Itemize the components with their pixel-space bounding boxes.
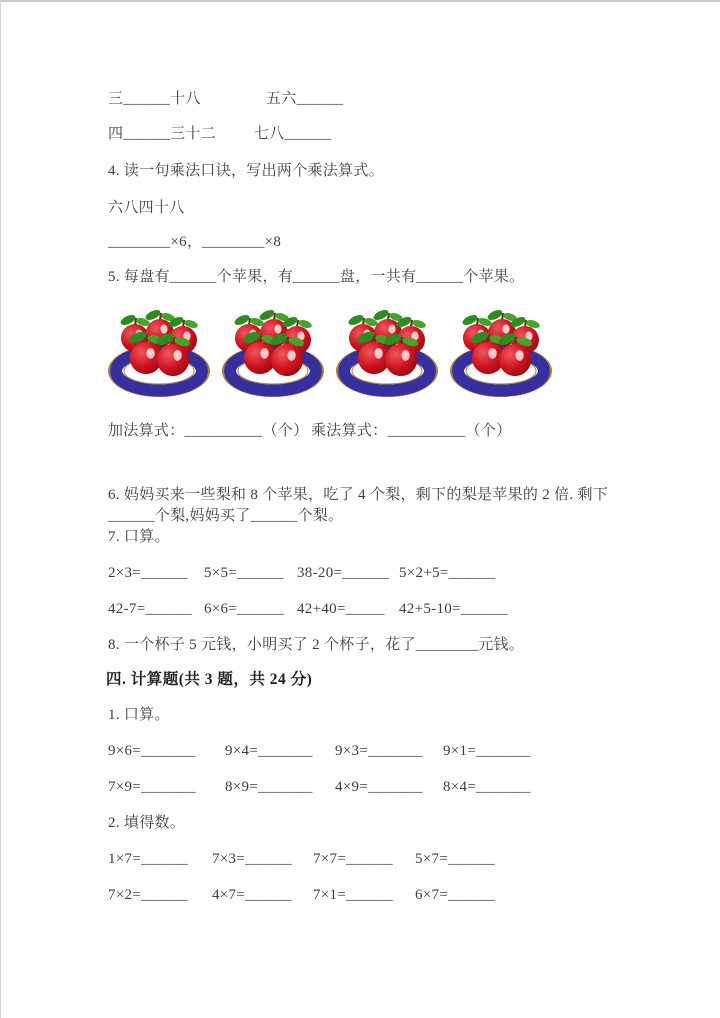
equation-blank: 7×9=_______ — [108, 779, 196, 795]
apple-plate-image — [331, 308, 443, 400]
apple-plate-image — [103, 308, 215, 400]
q5-multiplication-line: 乘法算式：__________（个） — [311, 423, 512, 439]
q6-line1: 6. 妈妈买来一些梨和 8 个苹果，吃了 4 个梨，剩下的梨是苹果的 2 倍. 剩下 — [108, 487, 609, 503]
equation-blank: 38-20=______ — [297, 565, 390, 581]
equation-blank: 9×4=_______ — [225, 743, 313, 759]
q6-line2: ______个梨,妈妈买了______个梨。 — [108, 508, 344, 524]
equation-blank: 1×7=______ — [108, 851, 188, 867]
equation-blank: 5×2+5=______ — [399, 565, 496, 581]
equation-blank: 8×4=_______ — [443, 779, 531, 795]
q5-prompt: 5. 每盘有______个苹果，有______盘，一共有______个苹果。 — [108, 269, 525, 285]
apple-plate-image — [217, 308, 329, 400]
equation-blank: 2×3=______ — [108, 565, 188, 581]
q4-prompt: 4. 读一句乘法口诀，写出两个乘法算式。 — [108, 163, 385, 179]
equation-blank: 7×3=______ — [212, 851, 292, 867]
rhyme-blank: 五六______ — [266, 91, 344, 107]
equation-blank: 7×7=______ — [313, 851, 393, 867]
q7-label: 7. 口算。 — [108, 529, 170, 545]
equation-blank: 42-7=______ — [108, 601, 193, 617]
section-heading: 四. 计算题(共 3 题，共 24 分) — [106, 671, 313, 688]
calc2-label: 2. 填得数。 — [108, 815, 186, 831]
apple-plates-row — [103, 308, 559, 400]
equation-blank: 42+40=_____ — [297, 601, 385, 617]
q8-text: 8. 一个杯子 5 元钱，小明买了 2 个杯子，花了________元钱。 — [108, 637, 525, 653]
calc1-label: 1. 口算。 — [108, 707, 170, 723]
equation-blank: 8×9=_______ — [225, 779, 313, 795]
equation-blank: 9×6=_______ — [108, 743, 196, 759]
q4-answer-line: ________×6，________×8 — [108, 234, 282, 250]
q5-addition-line: 加法算式：__________（个） — [108, 423, 309, 439]
equation-blank: 4×9=_______ — [335, 779, 423, 795]
q4-formula: 六八四十八 — [108, 200, 185, 216]
equation-blank: 7×1=______ — [313, 887, 393, 903]
equation-blank: 6×7=______ — [415, 887, 495, 903]
equation-blank: 9×3=_______ — [335, 743, 423, 759]
apple-plate-image — [445, 308, 557, 400]
equation-blank: 5×5=______ — [204, 565, 284, 581]
rhyme-blank: 七八______ — [254, 126, 332, 142]
equation-blank: 5×7=______ — [415, 851, 495, 867]
rhyme-blank: 四______三十二 — [108, 126, 217, 142]
rhyme-blank: 三______十八 — [108, 91, 201, 107]
equation-blank: 9×1=_______ — [443, 743, 531, 759]
equation-blank: 7×2=______ — [108, 887, 188, 903]
equation-blank: 6×6=______ — [204, 601, 284, 617]
equation-blank: 4×7=______ — [212, 887, 292, 903]
equation-blank: 42+5-10=______ — [399, 601, 508, 617]
